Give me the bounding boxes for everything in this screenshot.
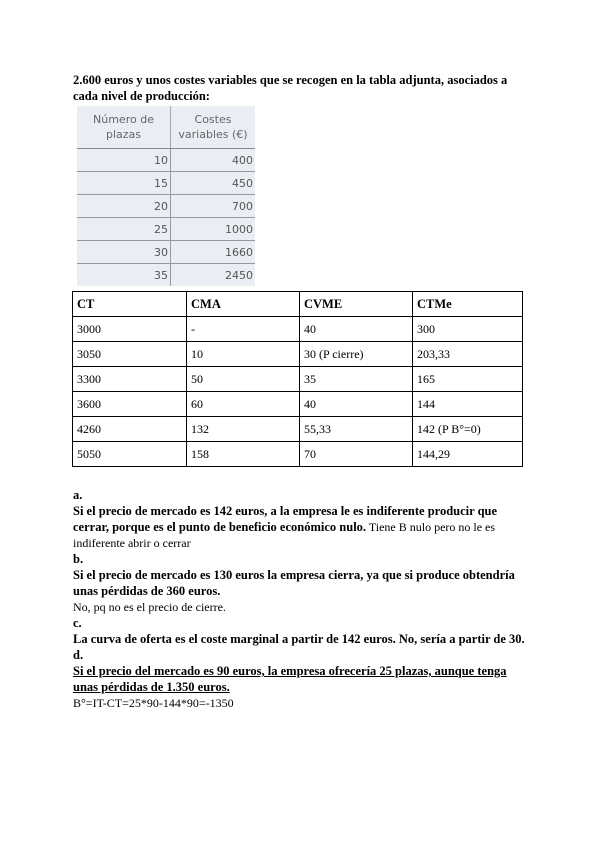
cell-costes: 1000 [170, 218, 255, 241]
answer-d-note: B°=IT-CT=25*90-144*90=-1350 [73, 696, 234, 710]
table-row [77, 264, 255, 287]
cell-plazas: 10 [77, 149, 170, 172]
cell-cma: 158 [187, 442, 300, 467]
answer-b-question: Si el precio de mercado es 130 euros la empresa cierra, ya que si produce obtendría unas pérdidas de 360 euros. [73, 568, 515, 598]
cell-ctme: 142 (P B°=0) [413, 417, 523, 442]
answer-c-label: c. [73, 616, 82, 630]
answer-d-label: d. [73, 648, 84, 662]
header-cvme: CVME [300, 292, 413, 317]
cell-plazas: 20 [77, 195, 170, 218]
cell-ct: 4260 [73, 417, 187, 442]
header-ctme: CTMe [413, 292, 523, 317]
header-ct: CT [73, 292, 187, 317]
cell-cma: 132 [187, 417, 300, 442]
table-row [73, 342, 523, 367]
answer-d-question: Si el precio del mercado es 90 euros, la empresa ofrecería 25 plazas, aunque tenga unas pérdidas de 1.350 euros. [73, 664, 507, 694]
cell-costes: 400 [170, 149, 255, 172]
answer-a-note: Tiene B nulo pero no le es indiferente abrir o cerrar [73, 520, 496, 550]
cell-costes: 2450 [225, 268, 253, 282]
table-row [73, 367, 523, 392]
header-cma: CMA [187, 292, 300, 317]
table-row [77, 195, 255, 218]
cell-cma: 60 [187, 392, 300, 417]
cell-plazas: 15 [77, 172, 170, 195]
cell-ct: 5050 [73, 442, 187, 467]
answers-section [73, 487, 533, 711]
cell-cma: 10 [187, 342, 300, 367]
cell-cvme: 55,33 [300, 417, 413, 442]
cell-ctme: 144 [413, 392, 523, 417]
cell-cma: - [187, 317, 300, 342]
table-row [77, 172, 255, 195]
results-table [72, 291, 523, 467]
table-row [77, 149, 255, 172]
cell-ctme: 165 [413, 367, 523, 392]
cell-ct: 3600 [73, 392, 187, 417]
cell-cvme: 35 [300, 367, 413, 392]
cell-ctme: 144,29 [413, 442, 523, 467]
cell-plazas: 30 [77, 241, 170, 264]
cell-plazas: 35 [77, 264, 170, 287]
answer-b-label: b. [73, 552, 84, 566]
cell-costes: 450 [170, 172, 255, 195]
variable-costs-table [77, 106, 255, 286]
table-row [77, 218, 255, 241]
answer-a-question: Si el precio de mercado es 142 euros, a la empresa le es indiferente producir que cerrar, porque es el punto de beneficio económico nulo. [73, 504, 498, 534]
table-row [73, 417, 523, 442]
answer-c-question: La curva de oferta es el coste marginal a partir de 142 euros. [73, 632, 396, 646]
answer-c [73, 631, 533, 647]
table-row [73, 442, 523, 467]
cell-cvme: 30 (P cierre) [300, 342, 413, 367]
table-row [73, 392, 523, 417]
answer-c-answer: No, sería a partir de 30. [395, 632, 525, 646]
cell-cvme: 40 [300, 317, 413, 342]
cell-ct: 3000 [73, 317, 187, 342]
header-costes-variables: Costes variables (€) [170, 106, 255, 149]
answer-b-note: No, pq no es el precio de cierre. [73, 600, 226, 614]
cell-ct: 3050 [73, 342, 187, 367]
cell-cvme: 40 [300, 392, 413, 417]
cell-cvme: 70 [300, 442, 413, 467]
answer-a-label: a. [73, 488, 83, 502]
cell-costes: 700 [170, 195, 255, 218]
table-row [73, 317, 523, 342]
header-num-plazas: Número de plazas [77, 106, 170, 149]
cell-ctme: 300 [413, 317, 523, 342]
cell-ctme: 203,33 [413, 342, 523, 367]
answer-a [73, 503, 533, 551]
cell-ct: 3300 [73, 367, 187, 392]
intro-text: 2.600 euros y unos costes variables que se recogen en la tabla adjunta, asociados a cada nivel de producción: [73, 73, 508, 103]
table-row [77, 241, 255, 264]
cell-cma: 50 [187, 367, 300, 392]
cell-plazas: 25 [77, 218, 170, 241]
cell-costes: 1660 [170, 241, 255, 264]
